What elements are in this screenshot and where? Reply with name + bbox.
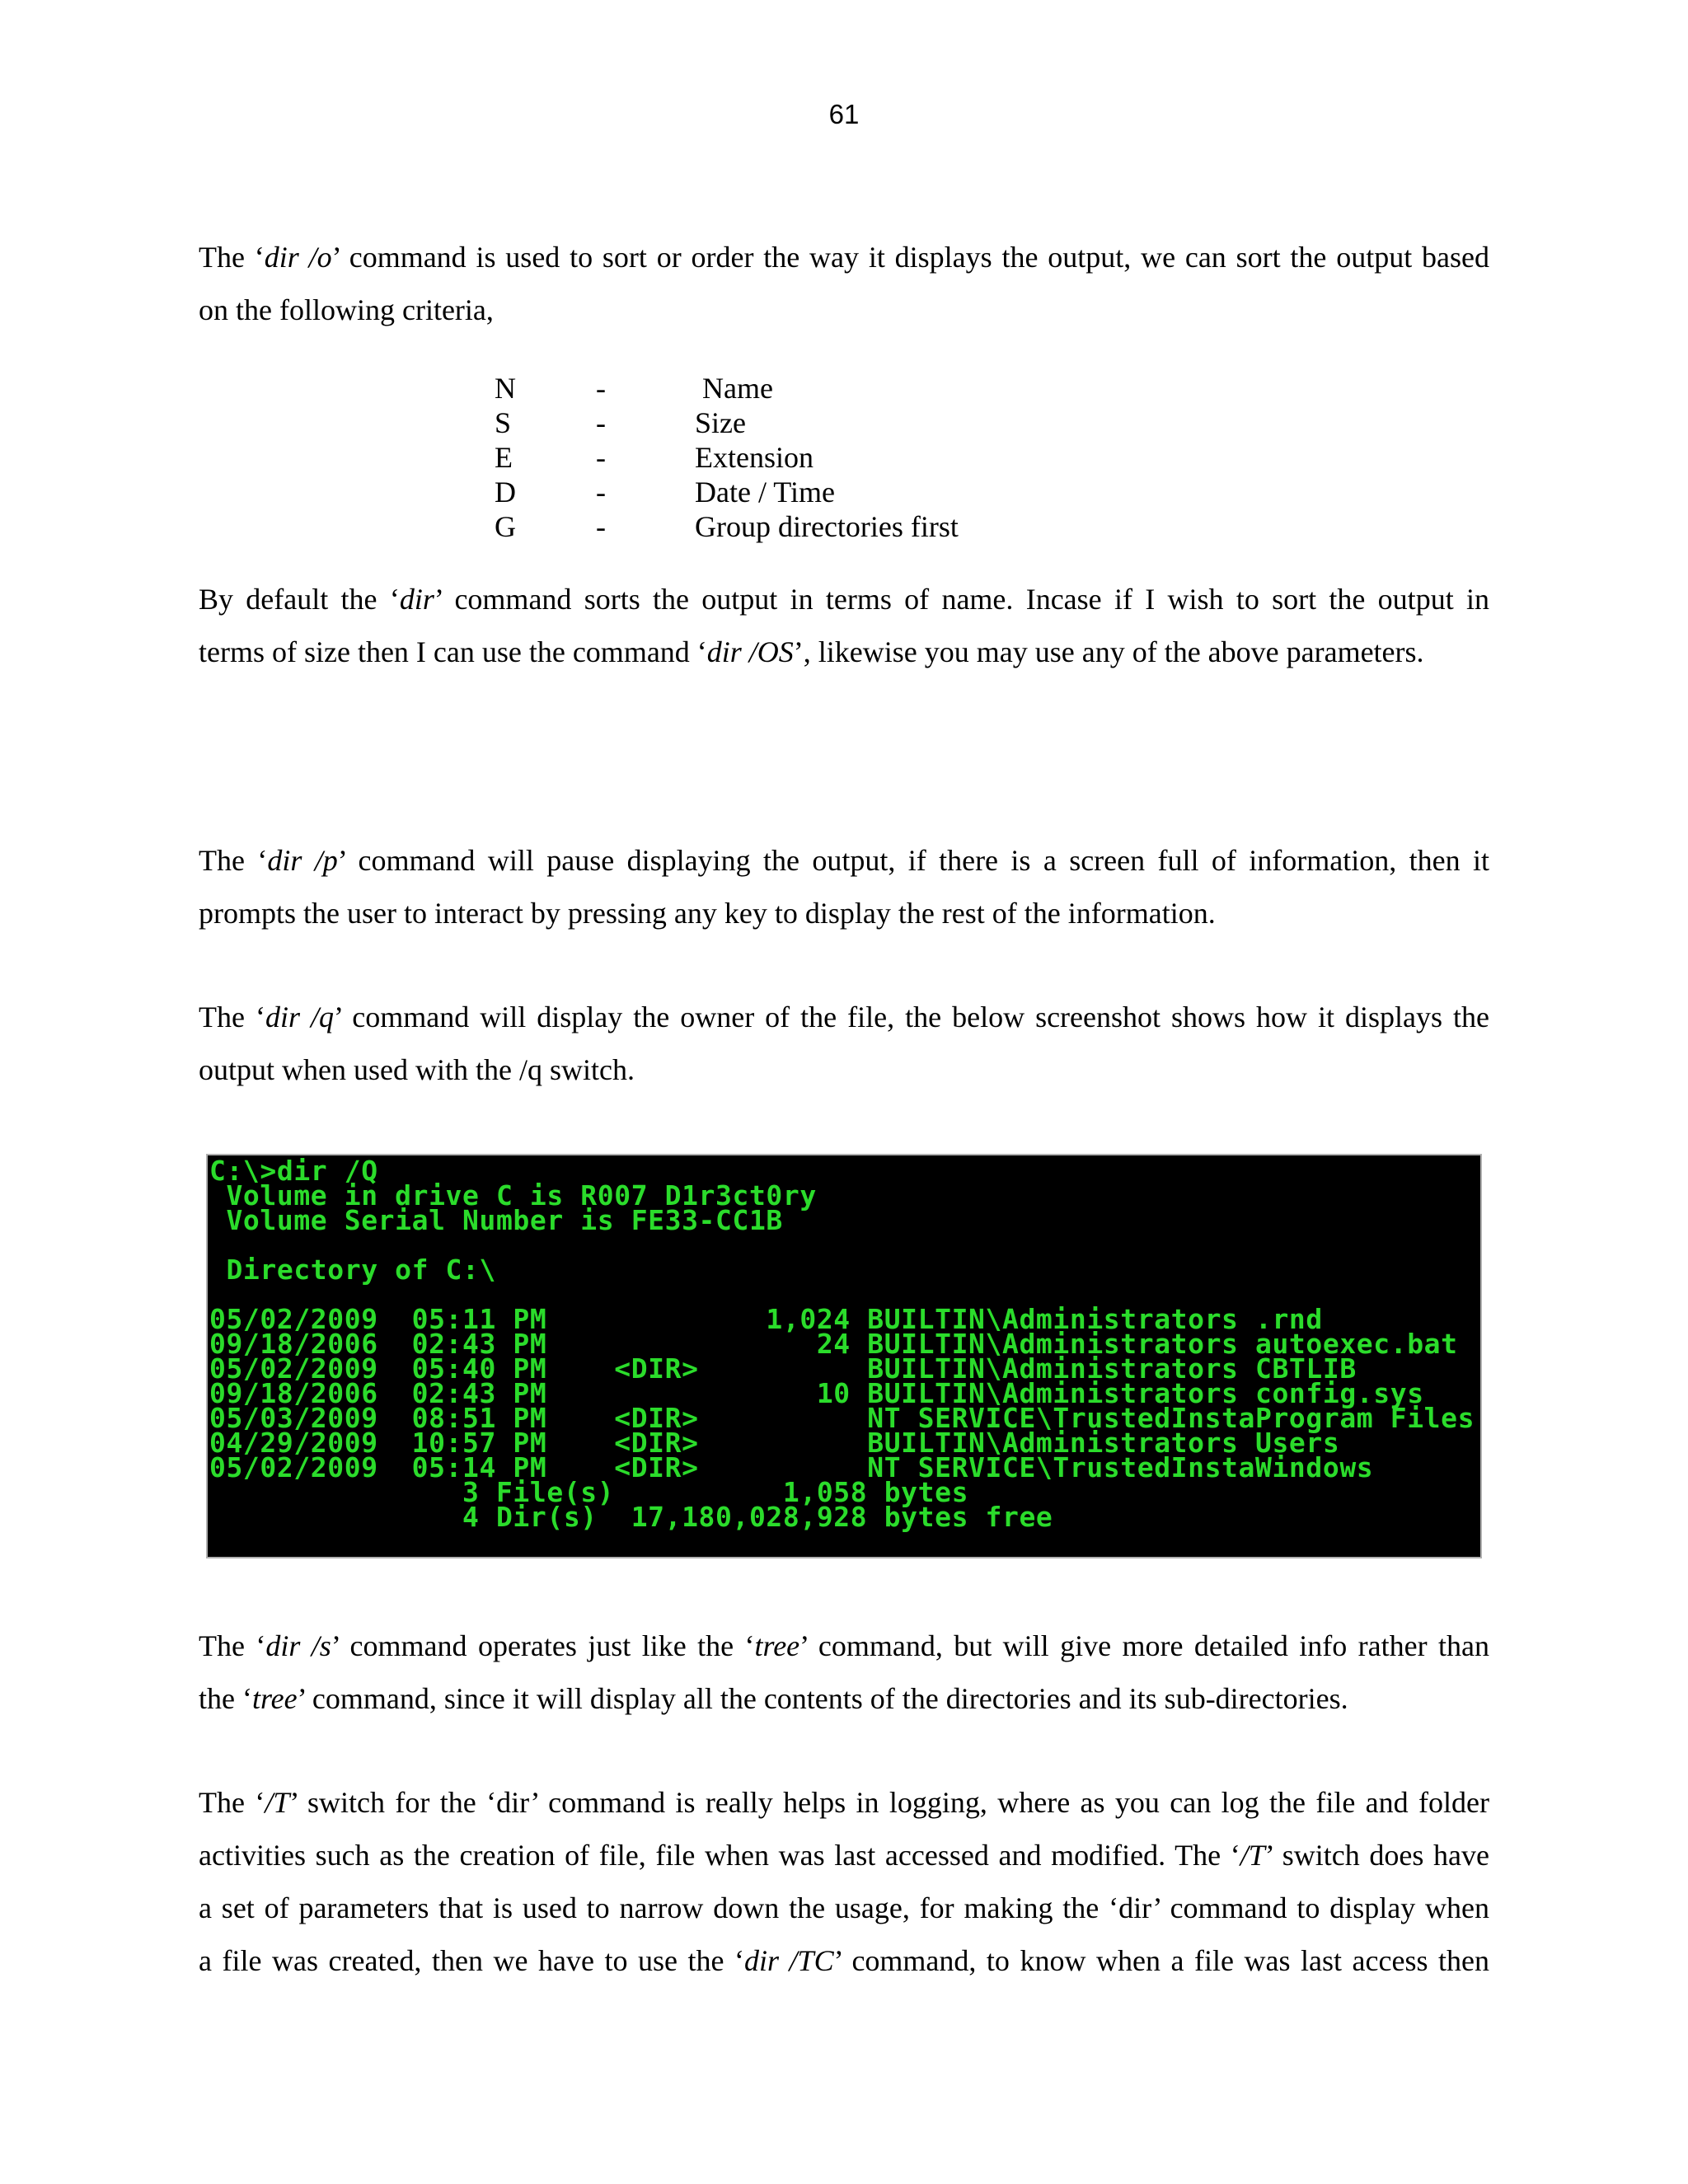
text: The ‘ <box>199 1629 266 1662</box>
paragraph-line <box>199 1829 1489 1882</box>
option-label: Group directories first <box>695 510 959 543</box>
sort-option-row <box>495 440 1071 475</box>
paragraph-line <box>199 1882 1489 1934</box>
paragraph-line <box>199 1619 1489 1672</box>
command-text: dir /p <box>267 844 338 877</box>
text: ’, likewise you may use any of the above parameters. <box>793 635 1424 668</box>
paragraph-line <box>199 284 1489 336</box>
terminal-line: C:\>dir /Q <box>209 1155 378 1187</box>
text: The ‘ <box>199 1001 265 1033</box>
text: ’ command, to know when a file was last access then <box>833 1944 1489 1977</box>
terminal-line: Directory of C:\ <box>209 1254 496 1286</box>
sort-option-row <box>495 371 1071 405</box>
text: By default the ‘ <box>199 583 400 616</box>
command-text: tree <box>251 1682 298 1715</box>
paragraph-line <box>199 1672 1489 1725</box>
option-key: G <box>495 510 516 543</box>
command-text: /T <box>265 1786 290 1819</box>
terminal-line: Volume in drive C is R007 D1r3ct0ry <box>209 1179 817 1212</box>
command-text: dir /o <box>264 241 332 274</box>
sort-option-row <box>495 405 1071 440</box>
command-text: dir /s <box>265 1629 331 1662</box>
command-text: dir /TC <box>744 1944 834 1977</box>
paragraph-line <box>199 887 1489 940</box>
paragraph-line <box>199 991 1489 1043</box>
text: ’ switch does have <box>1264 1839 1489 1872</box>
terminal-line: 05/02/2009 05:40 PM <DIR> BUILTIN\Administrators CBTLIB <box>209 1352 1357 1385</box>
text: a set of parameters that is used to narrow down the usage, for making the ‘dir’ command to display when <box>199 1891 1489 1924</box>
option-label: Name <box>702 372 773 405</box>
option-dash: - <box>596 441 606 474</box>
terminal-line: Volume Serial Number is FE33-CC1B <box>209 1204 783 1236</box>
text: ’ command, since it will display all the contents of the directories and its sub-directories. <box>297 1682 1348 1715</box>
terminal-line: 04/29/2009 10:57 PM <DIR> BUILTIN\Administrators Users <box>209 1427 1340 1459</box>
text: a file was created, then we have to use the ‘ <box>199 1944 745 1977</box>
option-key: D <box>495 476 516 509</box>
terminal-line: 09/18/2006 02:43 PM 10 BUILTIN\Administrators config.sys <box>209 1377 1424 1409</box>
command-text: dir /q <box>265 1001 334 1033</box>
terminal-line: 05/02/2009 05:11 PM 1,024 BUILTIN\Administrators .rnd <box>209 1303 1323 1335</box>
text: ’ command is used to sort or order the way it displays the output, we can sort the output based <box>331 241 1489 274</box>
command-text: dir /OS <box>706 635 794 668</box>
paragraph-dir-t <box>199 1776 1489 1987</box>
terminal-line: 05/02/2009 05:14 PM <DIR> NT SERVICE\TrustedInstaWindows <box>209 1451 1374 1483</box>
terminal-line: 4 Dir(s) 17,180,028,928 bytes free <box>209 1501 1053 1533</box>
terminal-line: 3 File(s) 1,058 bytes <box>209 1476 969 1508</box>
text: ’ switch for the ‘dir’ command is really helps in logging, where as you can log the file and folder <box>289 1786 1489 1819</box>
text: the ‘ <box>199 1682 252 1715</box>
paragraph-line <box>199 1776 1489 1829</box>
sort-option-row <box>495 509 1071 544</box>
text: ’ command will display the owner of the file, the below screenshot shows how it displays the <box>333 1001 1489 1033</box>
paragraph-dir-q <box>199 991 1489 1096</box>
option-key: N <box>495 372 516 405</box>
command-text: dir <box>399 583 434 616</box>
option-label: Date / Time <box>695 476 836 509</box>
option-key: E <box>495 441 513 474</box>
paragraph-line <box>199 231 1489 284</box>
text: terms of size then I can use the command ‘ <box>199 635 707 668</box>
option-dash: - <box>596 372 606 405</box>
paragraph-line <box>199 1934 1489 1987</box>
option-label: Size <box>695 406 746 439</box>
text: output when used with the /q switch. <box>199 1053 635 1086</box>
paragraph-line <box>199 834 1489 887</box>
terminal-screenshot <box>206 1154 1482 1558</box>
paragraph-dir-o <box>199 231 1489 336</box>
text: on the following criteria, <box>199 293 494 326</box>
paragraph-dir-p <box>199 834 1489 940</box>
text: ’ command will pause displaying the output, if there is a screen full of information, then it <box>337 844 1490 877</box>
option-dash: - <box>596 476 606 509</box>
command-text: tree <box>754 1629 800 1662</box>
option-dash: - <box>596 406 606 439</box>
paragraph-line <box>199 626 1489 678</box>
text: The ‘ <box>199 1786 265 1819</box>
command-text: /T <box>1240 1839 1265 1872</box>
sort-options-list <box>495 371 1071 544</box>
paragraph-dir-s <box>199 1619 1489 1725</box>
page-number: 61 <box>828 99 860 129</box>
paragraph-dir-default <box>199 573 1489 678</box>
terminal-line: 05/03/2009 08:51 PM <DIR> NT SERVICE\TrustedInstaProgram Files <box>209 1402 1475 1434</box>
text: ’ command, but will give more detailed info rather than <box>799 1629 1489 1662</box>
text: activities such as the creation of file, file when was last accessed and modified. The ‘ <box>199 1839 1240 1872</box>
text: The ‘ <box>199 844 268 877</box>
terminal-line: 09/18/2006 02:43 PM 24 BUILTIN\Administrators autoexec.bat <box>209 1328 1458 1360</box>
paragraph-line <box>199 573 1489 626</box>
option-dash: - <box>596 510 606 543</box>
text: prompts the user to interact by pressing any key to display the rest of the information. <box>199 897 1216 930</box>
text: ’ command sorts the output in terms of name. Incase if I wish to sort the output in <box>434 583 1489 616</box>
option-key: S <box>495 406 512 439</box>
paragraph-line <box>199 1043 1489 1096</box>
option-label: Extension <box>695 441 814 474</box>
sort-option-row <box>495 475 1071 509</box>
text: The ‘ <box>199 241 265 274</box>
text: ’ command operates just like the ‘ <box>331 1629 755 1662</box>
